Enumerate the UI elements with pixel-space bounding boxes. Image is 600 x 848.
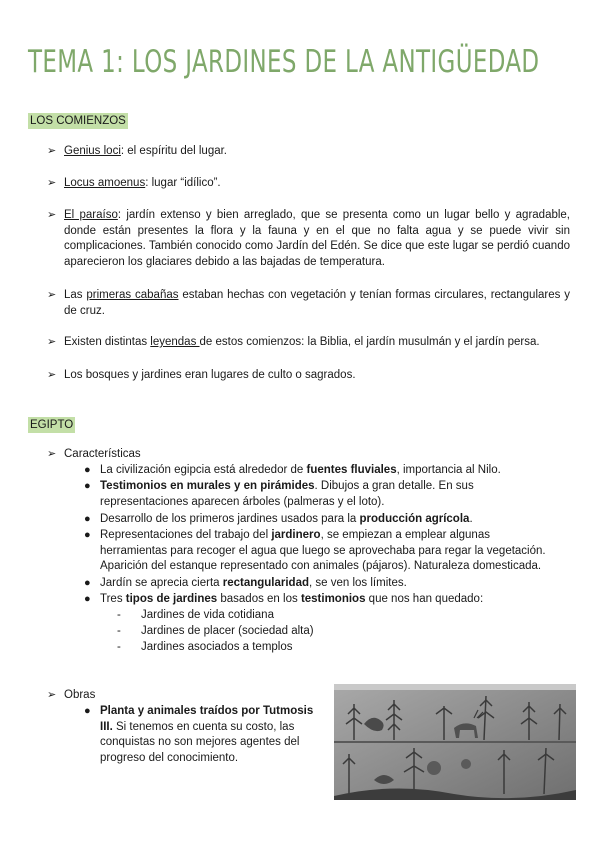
caracteristica-1: La civilización egipcia está alrededor de fuentes fluviales, importancia al Nilo.: [100, 464, 501, 476]
caracteristica-3: Desarrollo de los primeros jardines usados para la producción agrícola.: [100, 513, 473, 525]
caracteristica-2: Testimonios en murales y en pirámides. Dibujos a gran detalle. En sus representaciones aparecen árboles (palmeras y el loto).: [100, 480, 474, 508]
comienzos-item-paraiso: El paraíso: jardín extenso y bien arreglado, que se presenta como un lugar bello y agradable, donde están presentes la flora y la fauna y en el que no falta agua y se puede vivir sin complicaciones. También conocido como Jardín del Edén. Se dice que este lugar se perdió cuando aparecieron los glaciares debido a las bajadas de temperatura.: [64, 209, 571, 268]
comienzos-item-bosques: Los bosques y jardines eran lugares de culto o sagrados.: [64, 369, 356, 381]
arrow-bullet-icon: ➢: [47, 177, 57, 189]
obras-label: Obras: [64, 689, 96, 701]
arrow-bullet-icon: ➢: [47, 448, 57, 460]
dash-bullet-icon: -: [117, 625, 121, 637]
comienzos-item-leyendas: Existen distintas leyendas de estos comienzos: la Biblia, el jardín musulmán y el jardín persa.: [64, 336, 540, 348]
egyptian-relief-image: [334, 684, 576, 800]
tipo-jardin: Jardines de placer (sociedad alta): [141, 625, 314, 637]
dot-bullet-icon: ●: [84, 464, 91, 476]
comienzos-item-locus: Locus amoenus: lugar “idílico”.: [64, 177, 221, 189]
obra-tutmosis: Planta y animales traídos por Tutmosis III. Si tenemos en cuenta su costo, las conquistas no son mejores agentes del progreso del conocimiento.: [100, 705, 314, 764]
dot-bullet-icon: ●: [84, 480, 91, 492]
dot-bullet-icon: ●: [84, 593, 91, 605]
arrow-bullet-icon: ➢: [47, 336, 57, 348]
caracteristica-5: Jardín se aprecia cierta rectangularidad, se ven los límites.: [100, 577, 407, 589]
dash-bullet-icon: -: [117, 609, 121, 621]
tipo-jardin: Jardines asociados a templos: [141, 641, 293, 653]
dash-bullet-icon: -: [117, 641, 121, 653]
dot-bullet-icon: ●: [84, 577, 91, 589]
page-title: TEMA 1: LOS JARDINES DE LA ANTIGÜEDAD: [28, 44, 540, 80]
arrow-bullet-icon: ➢: [47, 145, 57, 157]
dot-bullet-icon: ●: [84, 705, 91, 717]
comienzos-item-genius: Genius loci: el espíritu del lugar.: [64, 145, 228, 157]
caracteristica-4: Representaciones del trabajo del jardinero, se empiezan a emplear algunas herramientas para recoger el agua que luego se aprovechaba para regar la vegetación. Aparición del estanque representado con animales (pájaros). Naturaleza domesticada.: [100, 529, 546, 572]
arrow-bullet-icon: ➢: [47, 209, 57, 221]
section-heading-comienzos: LOS COMIENZOS: [30, 115, 126, 127]
arrow-bullet-icon: ➢: [47, 369, 57, 381]
caracteristica-6: Tres tipos de jardines basados en los testimonios que nos han quedado:: [100, 593, 484, 605]
tipo-jardin: Jardines de vida cotidiana: [141, 609, 274, 621]
caracteristicas-label: Características: [64, 448, 141, 460]
comienzos-item-cabanas: Las primeras cabañas estaban hechas con vegetación y tenían formas circulares, rectangulares y de cruz.: [64, 289, 570, 317]
section-heading-egipto: EGIPTO: [30, 419, 74, 431]
arrow-bullet-icon: ➢: [47, 289, 57, 301]
arrow-bullet-icon: ➢: [47, 689, 57, 701]
dot-bullet-icon: ●: [84, 513, 91, 525]
dot-bullet-icon: ●: [84, 529, 91, 541]
